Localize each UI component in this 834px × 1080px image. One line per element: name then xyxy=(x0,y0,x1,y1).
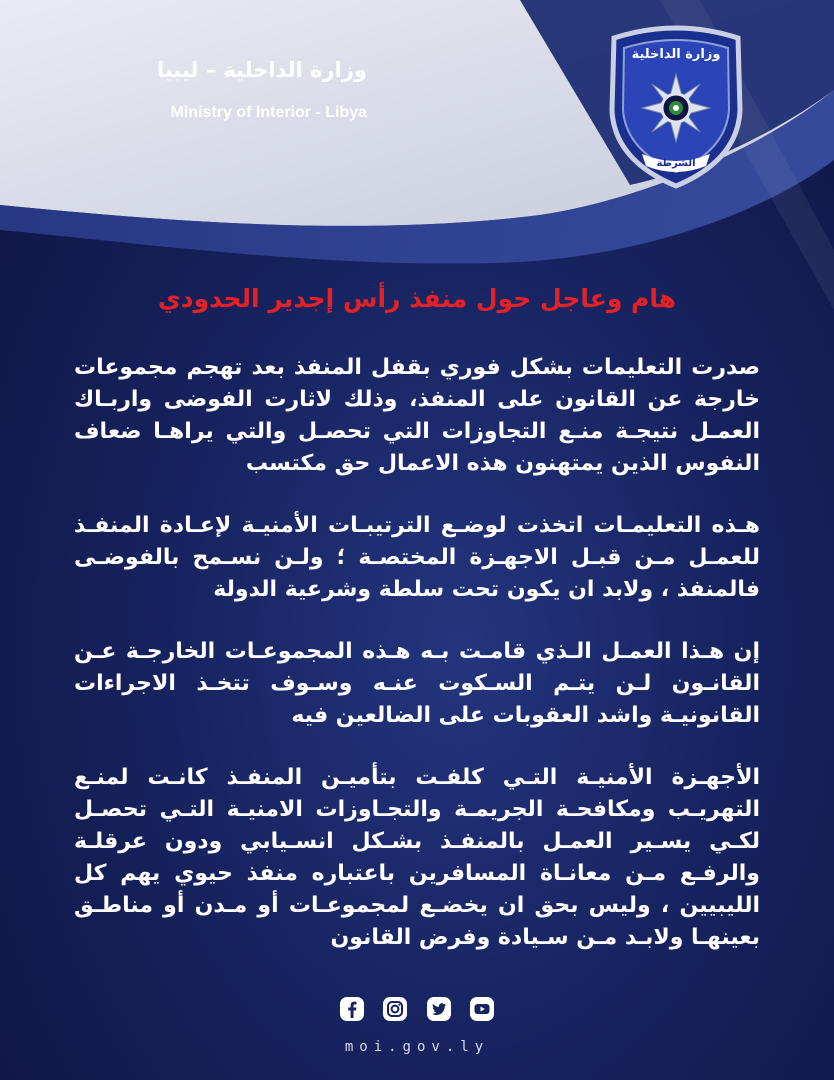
emblem-bottom-text: الشرطة xyxy=(656,158,696,169)
paragraph-1: صدرت التعليمات بشكل فوري بقفل المنفذ بعد تهجم مجموعات خارجة عن القانون على المنفذ، وذلك لاثارت الفوضى واربـاك العمـل نتيجـة منـع التجاوزات التي تحصـل والتي يراهـا ضعاف النفوس الذين يمتهنون هذه الاعمال حق مكتسب xyxy=(74,355,760,476)
statement-body xyxy=(74,352,760,984)
paragraph-4: الأجهـزة الأمنيـة التـي كلفـت بتأميـن المنفـذ كانـت لمنـع التهريـب ومكافحـة الجريمـة والتجـاوزات الامنيـة التـي تحصـل لكـي يسـير العمـل بالمنفـذ بشـكل انسـيابي ودون عرقلـة والرفـع مـن معانـاة المسافرين باعتباره منفذ حيوي يهم كل الليبيين ، وليس بحق ان يخضـع لمجموعـات أو مـدن أو مناطـق بعينهـا ولابـد مـن سـيادة وفرض القانون xyxy=(74,765,760,950)
emblem-top-text: وزارة الداخلية xyxy=(631,47,721,62)
police-emblem-logo xyxy=(600,20,752,190)
headline-title: هام وعاجل حول منفذ رأس إجدير الحدودي xyxy=(157,284,677,313)
facebook-icon[interactable] xyxy=(339,996,365,1022)
paragraph-3: إن هـذا العمـل الـذي قامـت بـه هـذه المجموعـات الخارجـة عـن القانـون لـن يتـم السـكوت عنـه وسـوف تتخـذ الاجراءات القانونيـة واشد العقوبات على الضالعين فيه xyxy=(74,639,760,728)
twitter-icon[interactable] xyxy=(426,996,452,1022)
website-url[interactable]: moi.gov.ly xyxy=(344,1039,490,1055)
youtube-icon[interactable] xyxy=(469,996,495,1022)
ministry-name-english: Ministry of Interior - Libya xyxy=(170,104,367,121)
paragraph-2: هـذه التعليمـات اتخذت لوضـع الترتيبـات الأمنيـة لإعـادة المنفـذ للعمـل مـن قبـل الاجهـزة المختصـة ؛ ولـن نسـمح بالفوضـى فالمنفذ ، ولابد ان يكون تحت سلطة وشرعية الدولة xyxy=(74,513,760,602)
ministry-name-arabic: وزارة الداخلية – ليبيا xyxy=(156,58,367,82)
instagram-icon[interactable] xyxy=(382,996,408,1022)
social-links xyxy=(0,996,834,1022)
